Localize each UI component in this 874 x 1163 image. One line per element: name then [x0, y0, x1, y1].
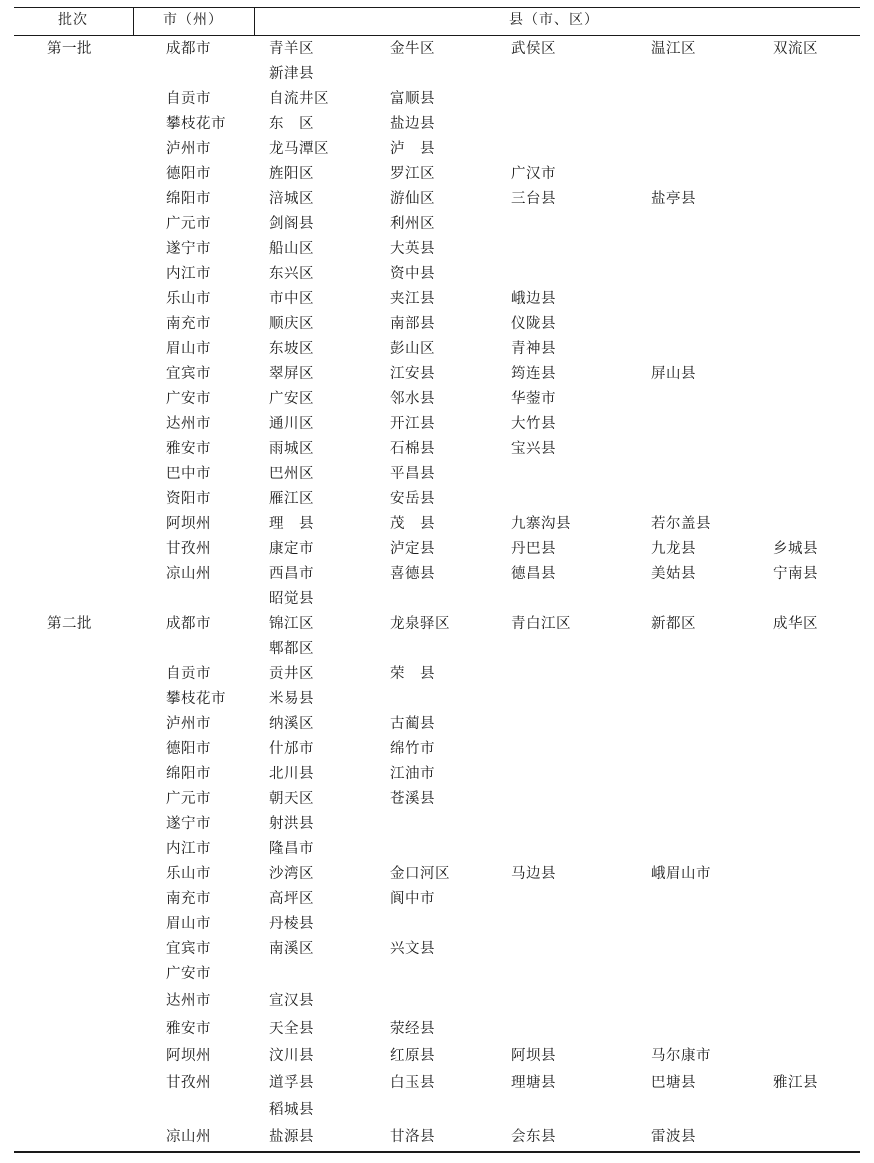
county-cell: 什邡市: [269, 741, 314, 757]
county-cell: 雨城区: [269, 441, 314, 457]
county-cell: 马尔康市: [651, 1048, 711, 1064]
county-cell: 龙泉驿区: [390, 616, 450, 632]
county-cell: 石棉县: [390, 441, 435, 457]
county-cell: 金口河区: [390, 866, 450, 882]
county-cell: 乡城县: [773, 541, 818, 557]
city-cell: 泸州市: [166, 141, 211, 157]
county-cell: 红原县: [390, 1048, 435, 1064]
county-cell: 南溪区: [269, 941, 314, 957]
county-cell: 金牛区: [390, 41, 435, 57]
county-cell: 龙马潭区: [269, 141, 329, 157]
county-cell: 雁江区: [269, 491, 314, 507]
city-cell: 巴中市: [166, 466, 211, 482]
county-cell: 东 区: [269, 116, 314, 132]
county-cell: 华蓥市: [511, 391, 556, 407]
county-cell: 邻水县: [390, 391, 435, 407]
city-cell: 自贡市: [166, 91, 211, 107]
county-cell: 彭山区: [390, 341, 435, 357]
county-cell: 昭觉县: [269, 591, 314, 607]
city-cell: 德阳市: [166, 166, 211, 182]
city-cell: 绵阳市: [166, 191, 211, 207]
county-cell: 大竹县: [511, 416, 556, 432]
county-cell: 青羊区: [269, 41, 314, 57]
county-cell: 德昌县: [511, 566, 556, 582]
county-cell: 东兴区: [269, 266, 314, 282]
city-cell: 泸州市: [166, 716, 211, 732]
county-cell: 泸定县: [390, 541, 435, 557]
city-cell: 甘孜州: [166, 1075, 211, 1091]
county-cell: 九寨沟县: [511, 516, 571, 532]
county-cell: 江油市: [390, 766, 435, 782]
city-cell: 雅安市: [166, 441, 211, 457]
city-cell: 成都市: [166, 616, 211, 632]
county-cell: 锦江区: [269, 616, 314, 632]
city-cell: 德阳市: [166, 741, 211, 757]
county-cell: 旌阳区: [269, 166, 314, 182]
county-cell: 若尔盖县: [651, 516, 711, 532]
county-cell: 道孚县: [269, 1075, 314, 1091]
county-cell: 南部县: [390, 316, 435, 332]
city-cell: 内江市: [166, 841, 211, 857]
county-cell: 朝天区: [269, 791, 314, 807]
city-cell: 宜宾市: [166, 941, 211, 957]
city-cell: 资阳市: [166, 491, 211, 507]
county-cell: 康定市: [269, 541, 314, 557]
county-cell: 新津县: [269, 66, 314, 82]
county-cell: 雷波县: [651, 1129, 696, 1145]
county-cell: 双流区: [773, 41, 818, 57]
county-cell: 开江县: [390, 416, 435, 432]
county-cell: 三台县: [511, 191, 556, 207]
county-cell: 资中县: [390, 266, 435, 282]
county-cell: 理 县: [269, 516, 314, 532]
county-cell: 贡井区: [269, 666, 314, 682]
county-cell: 富顺县: [390, 91, 435, 107]
county-cell: 江安县: [390, 366, 435, 382]
city-cell: 达州市: [166, 993, 211, 1009]
county-cell: 峨眉山市: [651, 866, 711, 882]
city-cell: 眉山市: [166, 916, 211, 932]
county-cell: 阆中市: [390, 891, 435, 907]
city-cell: 遂宁市: [166, 816, 211, 832]
city-cell: 南充市: [166, 891, 211, 907]
city-cell: 广元市: [166, 216, 211, 232]
county-cell: 剑阁县: [269, 216, 314, 232]
bottom-rule: [14, 1151, 860, 1153]
city-cell: 攀枝花市: [166, 116, 226, 132]
county-cell: 宝兴县: [511, 441, 556, 457]
county-cell: 大英县: [390, 241, 435, 257]
county-cell: 高坪区: [269, 891, 314, 907]
batch-cell: 第二批: [47, 616, 92, 632]
county-cell: 丹棱县: [269, 916, 314, 932]
county-cell: 罗江区: [390, 166, 435, 182]
county-cell: 温江区: [651, 41, 696, 57]
county-cell: 市中区: [269, 291, 314, 307]
header-city: 市（州）: [163, 12, 223, 28]
county-cell: 茂 县: [390, 516, 435, 532]
county-cell: 美姑县: [651, 566, 696, 582]
county-cell: 平昌县: [390, 466, 435, 482]
county-cell: 涪城区: [269, 191, 314, 207]
county-cell: 甘洛县: [390, 1129, 435, 1145]
county-cell: 射洪县: [269, 816, 314, 832]
county-cell: 会东县: [511, 1129, 556, 1145]
top-rule: [14, 7, 860, 8]
city-cell: 广安市: [166, 966, 211, 982]
city-cell: 乐山市: [166, 866, 211, 882]
city-cell: 内江市: [166, 266, 211, 282]
county-cell: 盐源县: [269, 1129, 314, 1145]
county-cell: 米易县: [269, 691, 314, 707]
county-cell: 广汉市: [511, 166, 556, 182]
county-cell: 广安区: [269, 391, 314, 407]
county-cell: 理塘县: [511, 1075, 556, 1091]
county-cell: 屏山县: [651, 366, 696, 382]
city-cell: 阿坝州: [166, 516, 211, 532]
city-cell: 攀枝花市: [166, 691, 226, 707]
county-cell: 荥经县: [390, 1021, 435, 1037]
county-cell: 白玉县: [390, 1075, 435, 1091]
county-cell: 雅江县: [773, 1075, 818, 1091]
county-cell: 青神县: [511, 341, 556, 357]
county-cell: 新都区: [651, 616, 696, 632]
county-cell: 顺庆区: [269, 316, 314, 332]
county-cell: 北川县: [269, 766, 314, 782]
county-cell: 西昌市: [269, 566, 314, 582]
county-cell: 泸 县: [390, 141, 435, 157]
county-cell: 夹江县: [390, 291, 435, 307]
city-cell: 绵阳市: [166, 766, 211, 782]
county-cell: 筠连县: [511, 366, 556, 382]
county-cell: 纳溪区: [269, 716, 314, 732]
city-cell: 达州市: [166, 416, 211, 432]
county-cell: 利州区: [390, 216, 435, 232]
header-bottom-rule: [14, 35, 860, 36]
county-cell: 宁南县: [773, 566, 818, 582]
county-cell: 武侯区: [511, 41, 556, 57]
county-cell: 阿坝县: [511, 1048, 556, 1064]
city-cell: 成都市: [166, 41, 211, 57]
county-cell: 游仙区: [390, 191, 435, 207]
county-cell: 自流井区: [269, 91, 329, 107]
county-cell: 仪陇县: [511, 316, 556, 332]
county-cell: 盐亭县: [651, 191, 696, 207]
county-cell: 隆昌市: [269, 841, 314, 857]
header-batch: 批次: [58, 12, 88, 28]
county-cell: 荣 县: [390, 666, 435, 682]
city-cell: 凉山州: [166, 1129, 211, 1145]
batch-cell: 第一批: [47, 41, 92, 57]
county-cell: 古蔺县: [390, 716, 435, 732]
header-divider-1: [133, 7, 134, 35]
header-divider-2: [254, 7, 255, 35]
city-cell: 甘孜州: [166, 541, 211, 557]
city-cell: 自贡市: [166, 666, 211, 682]
city-cell: 阿坝州: [166, 1048, 211, 1064]
header-county: 县（市、区）: [509, 12, 599, 28]
county-cell: 沙湾区: [269, 866, 314, 882]
city-cell: 乐山市: [166, 291, 211, 307]
county-cell: 兴文县: [390, 941, 435, 957]
county-cell: 绵竹市: [390, 741, 435, 757]
county-cell: 安岳县: [390, 491, 435, 507]
city-cell: 眉山市: [166, 341, 211, 357]
county-cell: 苍溪县: [390, 791, 435, 807]
city-cell: 宜宾市: [166, 366, 211, 382]
county-cell: 宣汉县: [269, 993, 314, 1009]
county-cell: 郫都区: [269, 641, 314, 657]
county-cell: 稻城县: [269, 1102, 314, 1118]
county-cell: 盐边县: [390, 116, 435, 132]
city-cell: 凉山州: [166, 566, 211, 582]
county-cell: 成华区: [773, 616, 818, 632]
city-cell: 广元市: [166, 791, 211, 807]
county-cell: 通川区: [269, 416, 314, 432]
county-cell: 巴州区: [269, 466, 314, 482]
county-cell: 天全县: [269, 1021, 314, 1037]
county-cell: 汶川县: [269, 1048, 314, 1064]
county-cell: 喜德县: [390, 566, 435, 582]
city-cell: 南充市: [166, 316, 211, 332]
city-cell: 雅安市: [166, 1021, 211, 1037]
county-cell: 丹巴县: [511, 541, 556, 557]
county-cell: 东坡区: [269, 341, 314, 357]
county-cell: 马边县: [511, 866, 556, 882]
county-cell: 船山区: [269, 241, 314, 257]
county-cell: 巴塘县: [651, 1075, 696, 1091]
county-cell: 九龙县: [651, 541, 696, 557]
city-cell: 遂宁市: [166, 241, 211, 257]
county-cell: 峨边县: [511, 291, 556, 307]
county-cell: 翠屏区: [269, 366, 314, 382]
city-cell: 广安市: [166, 391, 211, 407]
county-cell: 青白江区: [511, 616, 571, 632]
